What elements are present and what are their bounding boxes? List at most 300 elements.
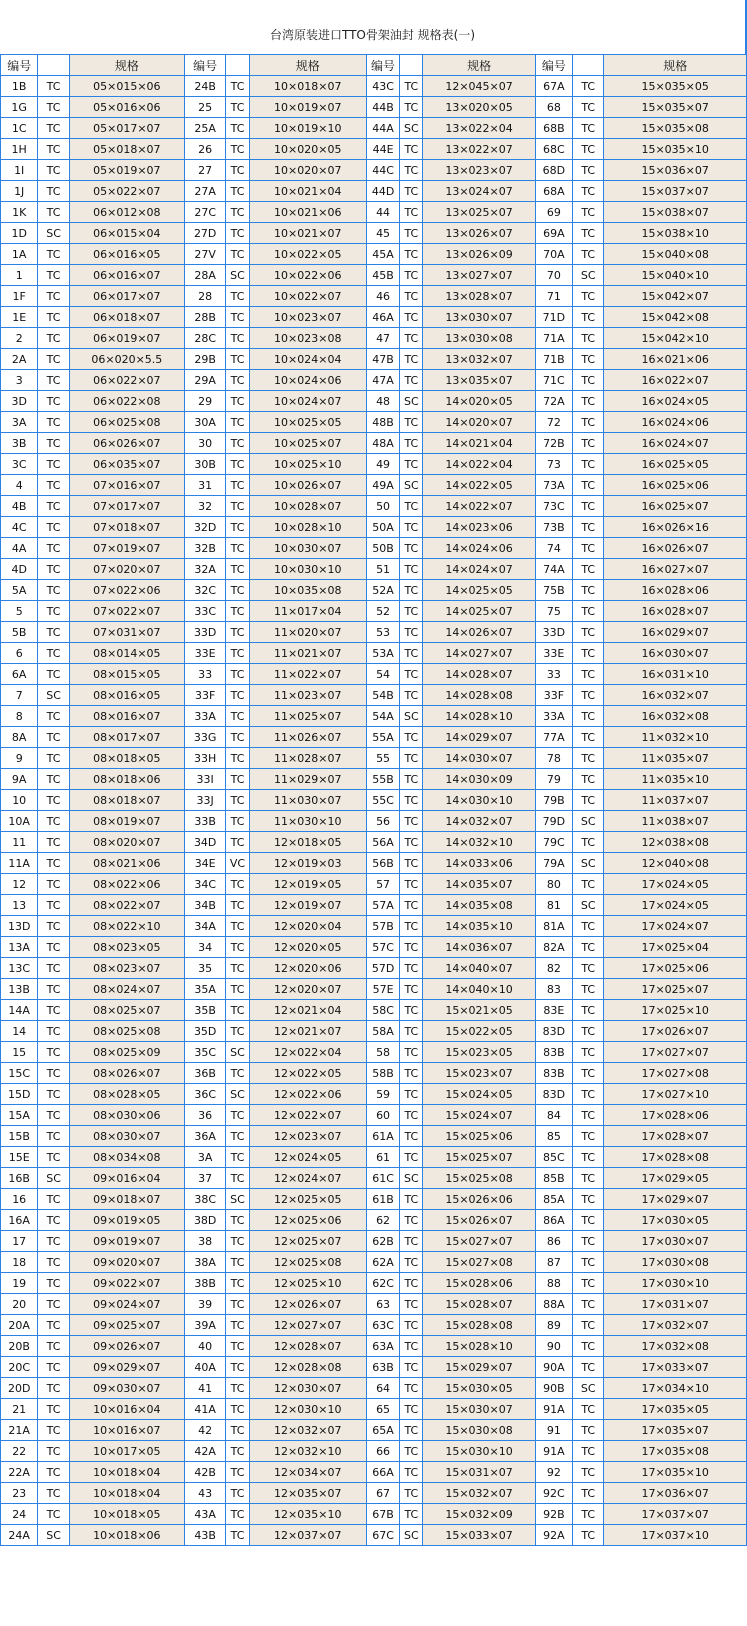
seal-type-cell: TC: [38, 664, 68, 684]
item-code-cell: 67B: [367, 1504, 399, 1524]
item-code-cell: 80: [536, 874, 572, 894]
item-code-cell: 15A: [1, 1105, 37, 1125]
column-header: [226, 55, 248, 75]
seal-type-cell: TC: [573, 1000, 603, 1020]
spec-size-cell: 06×020×5.5: [70, 349, 184, 369]
spec-size-cell: 15×025×07: [423, 1147, 534, 1167]
spec-size-cell: 12×030×07: [250, 1378, 366, 1398]
column-header: 编号: [536, 55, 572, 75]
spec-size-cell: 12×045×07: [423, 76, 534, 96]
spec-size-cell: 09×026×07: [70, 1336, 184, 1356]
spec-size-cell: 14×022×05: [423, 475, 534, 495]
seal-type-cell: SC: [573, 265, 603, 285]
seal-type-cell: TC: [573, 517, 603, 537]
item-code-cell: 15C: [1, 1063, 37, 1083]
spec-size-cell: 14×030×09: [423, 769, 534, 789]
seal-type-cell: TC: [400, 580, 422, 600]
item-code-cell: 83B: [536, 1042, 572, 1062]
seal-type-cell: TC: [226, 244, 248, 264]
spec-size-cell: 07×020×07: [70, 559, 184, 579]
item-code-cell: 28C: [185, 328, 225, 348]
seal-type-cell: TC: [400, 349, 422, 369]
item-code-cell: 1D: [1, 223, 37, 243]
spec-size-cell: 10×026×07: [250, 475, 366, 495]
seal-type-cell: TC: [400, 1063, 422, 1083]
spec-size-cell: 17×035×05: [604, 1399, 746, 1419]
item-code-cell: 33E: [536, 643, 572, 663]
seal-type-cell: TC: [226, 1273, 248, 1293]
spec-size-cell: 09×030×07: [70, 1378, 184, 1398]
item-code-cell: 9: [1, 748, 37, 768]
seal-type-cell: TC: [400, 1420, 422, 1440]
seal-type-cell: TC: [400, 1042, 422, 1062]
spec-size-cell: 17×036×07: [604, 1483, 746, 1503]
spec-size-cell: 15×028×06: [423, 1273, 534, 1293]
seal-type-cell: TC: [38, 286, 68, 306]
seal-type-cell: TC: [38, 454, 68, 474]
item-code-cell: 58B: [367, 1063, 399, 1083]
item-code-cell: 38: [185, 1231, 225, 1251]
spec-size-cell: 08×025×08: [70, 1021, 184, 1041]
item-code-cell: 34: [185, 937, 225, 957]
spec-size-cell: 13×022×07: [423, 139, 534, 159]
item-code-cell: 55: [367, 748, 399, 768]
seal-type-cell: TC: [226, 496, 248, 516]
table-row: [1, 1210, 746, 1230]
seal-type-cell: TC: [573, 1063, 603, 1083]
item-code-cell: 34E: [185, 853, 225, 873]
seal-type-cell: TC: [226, 412, 248, 432]
spec-size-cell: 17×035×07: [604, 1420, 746, 1440]
item-code-cell: 12: [1, 874, 37, 894]
seal-type-cell: TC: [573, 559, 603, 579]
item-code-cell: 37: [185, 1168, 225, 1188]
spec-size-cell: 08×017×07: [70, 727, 184, 747]
spec-size-cell: 12×020×07: [250, 979, 366, 999]
item-code-cell: 33D: [536, 622, 572, 642]
spec-size-cell: 12×022×06: [250, 1084, 366, 1104]
spec-size-cell: 14×028×10: [423, 706, 534, 726]
spec-size-cell: 05×017×07: [70, 118, 184, 138]
seal-type-cell: TC: [38, 706, 68, 726]
spec-size-cell: 12×019×03: [250, 853, 366, 873]
seal-type-cell: TC: [573, 1504, 603, 1524]
seal-type-cell: TC: [400, 1462, 422, 1482]
item-code-cell: 1K: [1, 202, 37, 222]
spec-size-cell: 12×020×04: [250, 916, 366, 936]
item-code-cell: 22: [1, 1441, 37, 1461]
seal-type-cell: TC: [226, 664, 248, 684]
seal-type-cell: TC: [38, 139, 68, 159]
item-code-cell: 3C: [1, 454, 37, 474]
spec-size-cell: 16×022×07: [604, 370, 746, 390]
item-code-cell: 13D: [1, 916, 37, 936]
item-code-cell: 15: [1, 1042, 37, 1062]
item-code-cell: 53: [367, 622, 399, 642]
spec-size-cell: 13×024×07: [423, 181, 534, 201]
spec-size-cell: 12×022×05: [250, 1063, 366, 1083]
spec-size-cell: 10×024×04: [250, 349, 366, 369]
item-code-cell: 83B: [536, 1063, 572, 1083]
item-code-cell: 52A: [367, 580, 399, 600]
table-row: [1, 1504, 746, 1524]
seal-type-cell: SC: [38, 1525, 68, 1545]
spec-size-cell: 10×018×05: [70, 1504, 184, 1524]
seal-type-cell: TC: [226, 1000, 248, 1020]
seal-type-cell: TC: [38, 538, 68, 558]
seal-type-cell: TC: [226, 601, 248, 621]
item-code-cell: 41A: [185, 1399, 225, 1419]
seal-type-cell: TC: [226, 1210, 248, 1230]
spec-size-cell: 15×026×06: [423, 1189, 534, 1209]
seal-type-cell: TC: [38, 937, 68, 957]
seal-type-cell: TC: [573, 433, 603, 453]
spec-size-cell: 11×023×07: [250, 685, 366, 705]
seal-type-cell: SC: [226, 1189, 248, 1209]
item-code-cell: 39A: [185, 1315, 225, 1335]
seal-type-cell: TC: [226, 370, 248, 390]
table-row: [1, 622, 746, 642]
seal-type-cell: TC: [226, 706, 248, 726]
spec-size-cell: 10×016×07: [70, 1420, 184, 1440]
item-code-cell: 47A: [367, 370, 399, 390]
spec-size-cell: 08×022×07: [70, 895, 184, 915]
item-code-cell: 49: [367, 454, 399, 474]
spec-size-cell: 10×022×05: [250, 244, 366, 264]
seal-type-cell: TC: [400, 538, 422, 558]
item-code-cell: 87: [536, 1252, 572, 1272]
item-code-cell: 1: [1, 265, 37, 285]
item-code-cell: 79C: [536, 832, 572, 852]
seal-type-cell: TC: [226, 1294, 248, 1314]
seal-type-cell: TC: [38, 370, 68, 390]
item-code-cell: 1F: [1, 286, 37, 306]
seal-type-cell: SC: [38, 1168, 68, 1188]
spec-size-cell: 15×024×05: [423, 1084, 534, 1104]
seal-type-cell: TC: [573, 1084, 603, 1104]
seal-type-cell: TC: [38, 1210, 68, 1230]
seal-type-cell: TC: [400, 76, 422, 96]
table-row: [1, 286, 746, 306]
seal-type-cell: TC: [400, 1147, 422, 1167]
item-code-cell: 68C: [536, 139, 572, 159]
spec-size-cell: 10×017×05: [70, 1441, 184, 1461]
seal-type-cell: TC: [38, 1336, 68, 1356]
spec-size-cell: 17×026×07: [604, 1021, 746, 1041]
table-row: [1, 1063, 746, 1083]
item-code-cell: 6: [1, 643, 37, 663]
item-code-cell: 44: [367, 202, 399, 222]
item-code-cell: 32B: [185, 538, 225, 558]
spec-size-cell: 11×038×07: [604, 811, 746, 831]
seal-type-cell: TC: [38, 1000, 68, 1020]
seal-type-cell: TC: [573, 76, 603, 96]
spec-size-cell: 16×028×06: [604, 580, 746, 600]
table-row: [1, 97, 746, 117]
spec-size-cell: 14×028×08: [423, 685, 534, 705]
spec-size-cell: 10×030×07: [250, 538, 366, 558]
seal-type-cell: TC: [400, 769, 422, 789]
item-code-cell: 54: [367, 664, 399, 684]
spec-size-cell: 15×024×07: [423, 1105, 534, 1125]
seal-type-cell: TC: [400, 1336, 422, 1356]
item-code-cell: 1H: [1, 139, 37, 159]
seal-type-cell: TC: [573, 1168, 603, 1188]
seal-type-cell: TC: [38, 1294, 68, 1314]
seal-type-cell: TC: [400, 412, 422, 432]
item-code-cell: 5B: [1, 622, 37, 642]
spec-size-cell: 10×016×04: [70, 1399, 184, 1419]
table-row: [1, 937, 746, 957]
item-code-cell: 3D: [1, 391, 37, 411]
spec-size-cell: 06×016×07: [70, 265, 184, 285]
item-code-cell: 15D: [1, 1084, 37, 1104]
item-code-cell: 92: [536, 1462, 572, 1482]
seal-type-cell: TC: [226, 1231, 248, 1251]
seal-type-cell: TC: [573, 1231, 603, 1251]
seal-type-cell: TC: [38, 1357, 68, 1377]
spec-size-cell: 13×027×07: [423, 265, 534, 285]
spec-size-cell: 15×025×06: [423, 1126, 534, 1146]
spec-size-cell: 07×022×07: [70, 601, 184, 621]
item-code-cell: 33: [536, 664, 572, 684]
item-code-cell: 33G: [185, 727, 225, 747]
column-header: 编号: [1, 55, 37, 75]
spec-size-cell: 07×017×07: [70, 496, 184, 516]
seal-type-cell: TC: [573, 769, 603, 789]
spec-size-cell: 15×035×05: [604, 76, 746, 96]
seal-type-cell: TC: [400, 1105, 422, 1125]
seal-type-cell: TC: [226, 1483, 248, 1503]
seal-type-cell: TC: [400, 139, 422, 159]
spec-size-cell: 12×024×05: [250, 1147, 366, 1167]
table-row: [1, 307, 746, 327]
item-code-cell: 78: [536, 748, 572, 768]
spec-size-cell: 06×016×05: [70, 244, 184, 264]
seal-type-cell: TC: [226, 97, 248, 117]
seal-type-cell: TC: [226, 118, 248, 138]
spec-size-cell: 08×023×05: [70, 937, 184, 957]
seal-type-cell: TC: [400, 685, 422, 705]
seal-type-cell: TC: [38, 916, 68, 936]
seal-type-cell: SC: [400, 391, 422, 411]
item-code-cell: 43A: [185, 1504, 225, 1524]
item-code-cell: 75B: [536, 580, 572, 600]
spec-size-cell: 15×035×08: [604, 118, 746, 138]
item-code-cell: 20C: [1, 1357, 37, 1377]
table-row: [1, 1273, 746, 1293]
item-code-cell: 35A: [185, 979, 225, 999]
table-row: [1, 874, 746, 894]
spec-size-cell: 14×021×04: [423, 433, 534, 453]
seal-type-cell: TC: [573, 1399, 603, 1419]
spec-size-cell: 12×028×08: [250, 1357, 366, 1377]
table-row: [1, 1315, 746, 1335]
spec-size-cell: 15×021×05: [423, 1000, 534, 1020]
table-row: [1, 517, 746, 537]
seal-type-cell: TC: [226, 1336, 248, 1356]
spec-size-cell: 17×037×10: [604, 1525, 746, 1545]
seal-type-cell: TC: [226, 811, 248, 831]
seal-type-cell: TC: [38, 160, 68, 180]
table-row: [1, 979, 746, 999]
seal-type-cell: TC: [573, 937, 603, 957]
item-code-cell: 53A: [367, 643, 399, 663]
spec-size-cell: 16×026×07: [604, 538, 746, 558]
item-code-cell: 77A: [536, 727, 572, 747]
seal-type-cell: TC: [38, 874, 68, 894]
seal-type-cell: TC: [400, 1399, 422, 1419]
spec-size-cell: 05×022×07: [70, 181, 184, 201]
item-code-cell: 67C: [367, 1525, 399, 1545]
item-code-cell: 62C: [367, 1273, 399, 1293]
item-code-cell: 68B: [536, 118, 572, 138]
seal-type-cell: TC: [226, 538, 248, 558]
item-code-cell: 33A: [536, 706, 572, 726]
item-code-cell: 20: [1, 1294, 37, 1314]
spec-size-cell: 15×030×10: [423, 1441, 534, 1461]
spec-size-cell: 15×036×07: [604, 160, 746, 180]
spec-size-cell: 17×029×05: [604, 1168, 746, 1188]
seal-type-cell: SC: [573, 895, 603, 915]
item-code-cell: 38C: [185, 1189, 225, 1209]
spec-size-cell: 11×028×07: [250, 748, 366, 768]
item-code-cell: 1B: [1, 76, 37, 96]
spec-size-cell: 14×040×10: [423, 979, 534, 999]
item-code-cell: 40A: [185, 1357, 225, 1377]
table-row: [1, 1483, 746, 1503]
item-code-cell: 61C: [367, 1168, 399, 1188]
spec-size-cell: 16×032×07: [604, 685, 746, 705]
item-code-cell: 55A: [367, 727, 399, 747]
seal-type-cell: TC: [400, 1504, 422, 1524]
spec-size-cell: 13×035×07: [423, 370, 534, 390]
spec-size-cell: 10×018×07: [250, 76, 366, 96]
spec-size-cell: 10×019×07: [250, 97, 366, 117]
spec-size-cell: 08×022×06: [70, 874, 184, 894]
seal-type-cell: TC: [226, 76, 248, 96]
item-code-cell: 63B: [367, 1357, 399, 1377]
seal-type-cell: TC: [226, 160, 248, 180]
seal-type-cell: TC: [573, 643, 603, 663]
seal-type-cell: TC: [226, 769, 248, 789]
seal-type-cell: TC: [400, 559, 422, 579]
table-row: [1, 1399, 746, 1419]
item-code-cell: 63C: [367, 1315, 399, 1335]
spec-size-cell: 15×042×10: [604, 328, 746, 348]
spec-size-cell: 06×035×07: [70, 454, 184, 474]
seal-type-cell: TC: [38, 643, 68, 663]
seal-type-cell: TC: [38, 97, 68, 117]
spec-size-cell: 17×028×06: [604, 1105, 746, 1125]
spec-size-cell: 12×034×07: [250, 1462, 366, 1482]
spec-size-cell: 15×023×05: [423, 1042, 534, 1062]
item-code-cell: 35C: [185, 1042, 225, 1062]
seal-type-cell: TC: [573, 1042, 603, 1062]
spec-size-cell: 12×038×08: [604, 832, 746, 852]
seal-type-cell: SC: [226, 1042, 248, 1062]
spec-size-cell: 16×024×05: [604, 391, 746, 411]
spec-size-cell: 12×019×05: [250, 874, 366, 894]
item-code-cell: 81: [536, 895, 572, 915]
item-code-cell: 67A: [536, 76, 572, 96]
spec-size-cell: 05×015×06: [70, 76, 184, 96]
item-code-cell: 88: [536, 1273, 572, 1293]
column-header: 规格: [423, 55, 534, 75]
item-code-cell: 67: [367, 1483, 399, 1503]
item-code-cell: 61B: [367, 1189, 399, 1209]
spec-size-cell: 13×023×07: [423, 160, 534, 180]
spec-size-cell: 12×020×05: [250, 937, 366, 957]
item-code-cell: 85: [536, 1126, 572, 1146]
spec-size-cell: 16×025×07: [604, 496, 746, 516]
spec-size-cell: 12×032×07: [250, 1420, 366, 1440]
spec-size-cell: 17×027×07: [604, 1042, 746, 1062]
table-row: [1, 1147, 746, 1167]
spec-size-cell: 10×023×08: [250, 328, 366, 348]
seal-type-cell: SC: [38, 685, 68, 705]
spec-size-cell: 12×030×10: [250, 1399, 366, 1419]
seal-type-cell: TC: [38, 1315, 68, 1335]
spec-size-cell: 17×027×10: [604, 1084, 746, 1104]
seal-type-cell: TC: [400, 160, 422, 180]
seal-type-cell: TC: [38, 832, 68, 852]
column-header: 规格: [70, 55, 184, 75]
spec-size-cell: 08×026×07: [70, 1063, 184, 1083]
item-code-cell: 28A: [185, 265, 225, 285]
spec-size-cell: 11×037×07: [604, 790, 746, 810]
item-code-cell: 27A: [185, 181, 225, 201]
item-code-cell: 74: [536, 538, 572, 558]
item-code-cell: 29B: [185, 349, 225, 369]
seal-type-cell: TC: [400, 979, 422, 999]
seal-type-cell: TC: [226, 937, 248, 957]
seal-type-cell: TC: [400, 181, 422, 201]
item-code-cell: 8: [1, 706, 37, 726]
item-code-cell: 92C: [536, 1483, 572, 1503]
table-row: [1, 1357, 746, 1377]
seal-type-cell: TC: [400, 1210, 422, 1230]
spec-size-cell: 09×016×04: [70, 1168, 184, 1188]
spec-size-cell: 10×022×06: [250, 265, 366, 285]
seal-type-cell: SC: [400, 1525, 422, 1545]
item-code-cell: 20B: [1, 1336, 37, 1356]
seal-type-cell: TC: [226, 391, 248, 411]
spec-size-cell: 09×020×07: [70, 1252, 184, 1272]
item-code-cell: 31: [185, 475, 225, 495]
seal-type-cell: TC: [573, 748, 603, 768]
item-code-cell: 48A: [367, 433, 399, 453]
table-row: [1, 1000, 746, 1020]
spec-size-cell: 15×031×07: [423, 1462, 534, 1482]
table-row: [1, 328, 746, 348]
item-code-cell: 43: [185, 1483, 225, 1503]
item-code-cell: 72A: [536, 391, 572, 411]
item-code-cell: 61: [367, 1147, 399, 1167]
table-row: [1, 748, 746, 768]
spec-size-cell: 12×021×07: [250, 1021, 366, 1041]
spec-size-cell: 10×024×07: [250, 391, 366, 411]
spec-size-cell: 10×028×07: [250, 496, 366, 516]
seal-type-cell: TC: [38, 244, 68, 264]
item-code-cell: 15E: [1, 1147, 37, 1167]
seal-type-cell: TC: [400, 811, 422, 831]
seal-type-cell: TC: [573, 349, 603, 369]
spec-size-cell: 05×019×07: [70, 160, 184, 180]
seal-type-cell: TC: [400, 937, 422, 957]
spec-size-cell: 17×025×04: [604, 937, 746, 957]
item-code-cell: 71A: [536, 328, 572, 348]
